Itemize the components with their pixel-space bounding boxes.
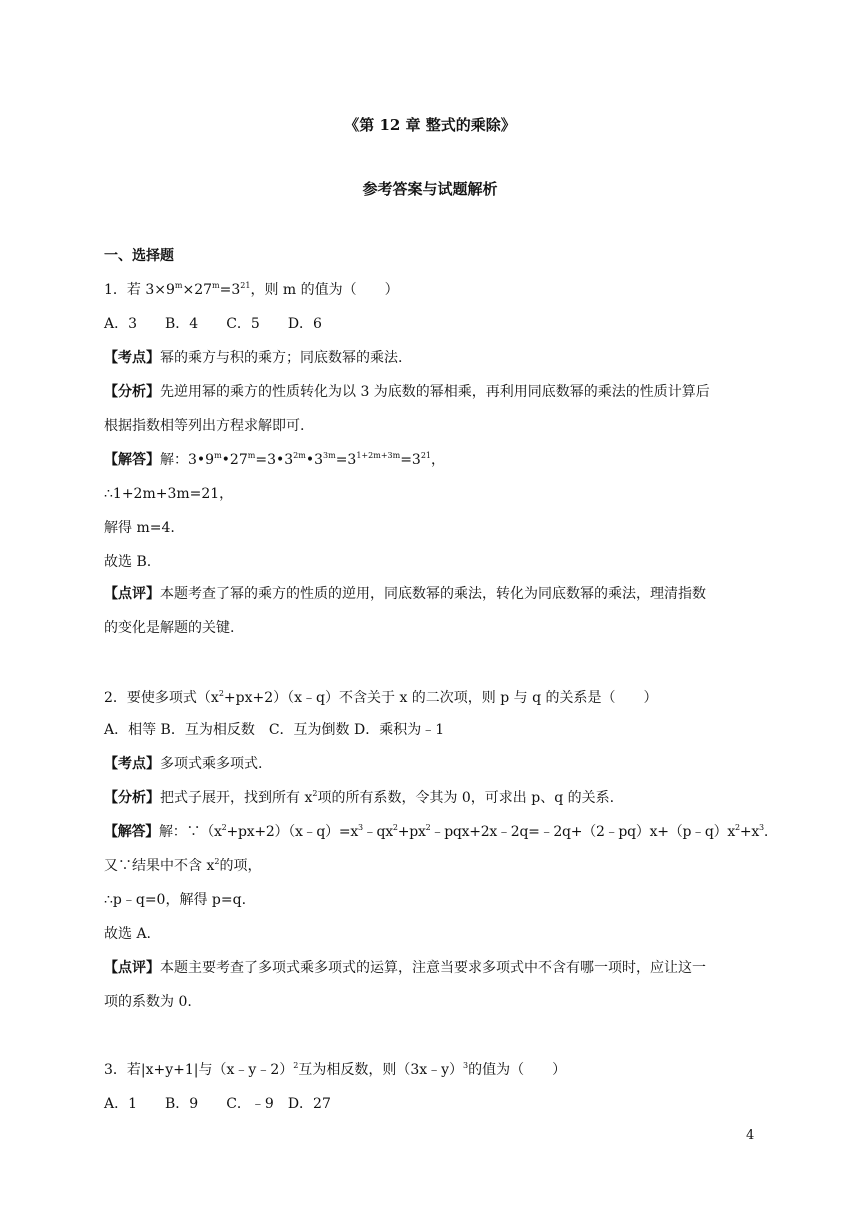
q1-step2: 解得 m=4. — [104, 520, 175, 536]
q3-options: A．1 B．9 C．﹣9 D．27 — [104, 1096, 331, 1112]
q1-jieda: 【解答】解：$3•9^m•27^m=3•3^{2m}•3^{3m}=3^{1+2m+3m}=3^{21}$， — [104, 451, 446, 468]
q1-answer: 故选 B. — [104, 554, 152, 570]
q2-options: A．相等 B．互为相反数 C．互为倒数 D．乘积为﹣1 — [104, 722, 445, 738]
q1-step1: ∴1+2m+3m=21， — [104, 486, 234, 502]
q1-kaodian: 【考点】幂的乘方与积的乘方；同底数幂的乘法. — [104, 350, 403, 366]
page-number: 4 — [746, 1128, 755, 1143]
q1-options: A．3 B．4 C．5 D．6 — [104, 316, 322, 332]
q2-fenxi: 【分析】把式子展开，找到所有 $x^2$项的所有系数，令其为 0，可求出 p、q 的关系. — [104, 789, 615, 806]
q1-fenxi-line2: 根据指数相等列出方程求解即可. — [104, 418, 305, 434]
chapter-title: 《第 12 章 整式的乘除》 — [344, 116, 516, 134]
q1-dianping-line2: 的变化是解题的关键. — [104, 620, 235, 636]
q1-stem: 1．若 $3\times 9^m\times 27^m=3^{21}$，则 m 的值为（ ） — [104, 281, 399, 298]
q1-fenxi-line1: 【分析】先逆用幂的乘方的性质转化为以 3 为底数的幂相乘，再利用同底数幂的乘法的性质计算后 — [104, 384, 710, 400]
q2-kaodian: 【考点】多项式乘多项式. — [104, 756, 263, 772]
q2-answer: 故选 A. — [104, 926, 152, 942]
q2-dianping-line2: 项的系数为 0. — [104, 994, 192, 1010]
section-heading: 一、选择题 — [104, 248, 174, 264]
q3-stem: 3．若|x+y+1|与（x﹣y﹣2）$^2$互为相反数，则（3x﹣y）$^3$的值为（ ） — [104, 1061, 567, 1078]
q2-step2: ∴p﹣q=0，解得 p=q. — [104, 892, 247, 908]
q2-dianping-line1: 【点评】本题主要考查了多项式乘多项式的运算，注意当要求多项式中不含有哪一项时，应让这一 — [104, 960, 706, 976]
q2-jieda: 【解答】解：$\because(x^2+px+2)(x﹣q)=x^3﹣qx^2+px^2﹣pqx+2x﹣2q=﹣2q+(2﹣pq)x+(p﹣q)x^2+x^3$. — [104, 823, 769, 840]
section-subtitle: 参考答案与试题解析 — [362, 180, 498, 198]
q2-step1: 又∵结果中不含 $x^2$的项， — [104, 857, 262, 874]
q1-dianping-line1: 【点评】本题考查了幂的乘方的性质的逆用，同底数幂的乘法，转化为同底数幂的乘法，理清指数 — [104, 586, 706, 602]
q2-stem: 2．要使多项式$(x^2+px+2)(x﹣q)$不含关于 x 的二次项，则 p 与 q 的关系是（ ） — [104, 689, 658, 706]
